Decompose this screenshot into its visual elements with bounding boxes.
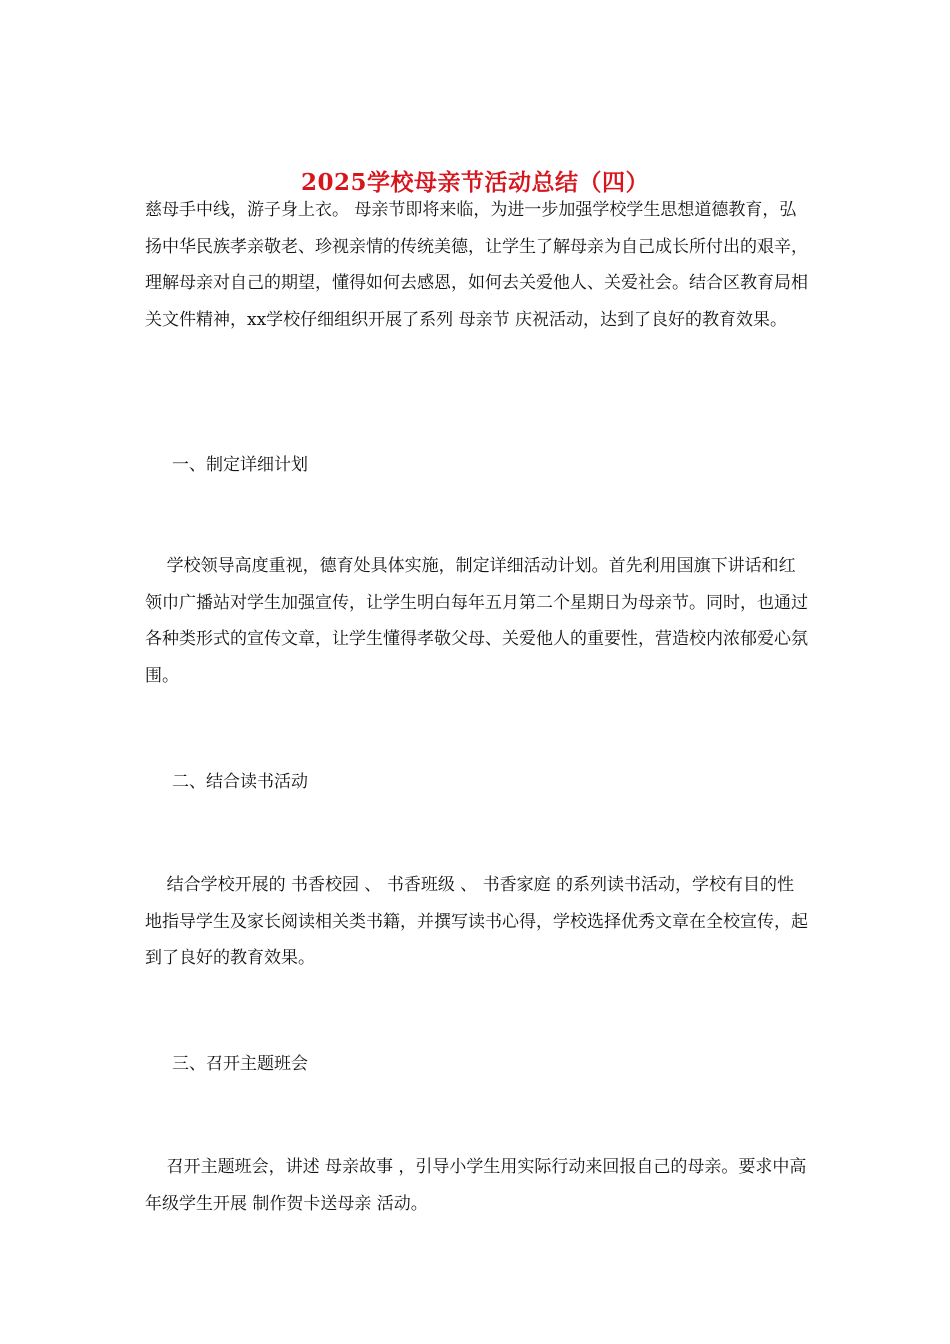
section-body-reading: 结合学校开展的 书香校园 、 书香班级 、 书香家庭 的系列读书活动，学校有目的性地指导学生及家长阅读相关类书籍，并撰写读书心得，学校选择优秀文章在全校宣传，起到了良好的教育效果。 [145,875,808,968]
section-body-plan: 学校领导高度重视，德育处具体实施，制定详细活动计划。首先利用国旗下讲话和红领巾广播站对学生加强宣传，让学生明白每年五月第二个星期日为母亲节。同时，也通过各种类形式的宣传文章，让学生懂得孝敬父母、关爱他人的重要性，营造校内浓郁爱心氛围。 [145,556,808,686]
section-heading-class-meeting: 三、召开主题班会 [172,1054,308,1074]
document-title: 2025学校母亲节活动总结（四） [300,169,649,197]
section-body-class-meeting: 召开主题班会，讲述 母亲故事 ，引导小学生用实际行动来回报自己的母亲。要求中高年级学生开展 制作贺卡送母亲 活动。 [145,1157,807,1214]
section-heading-plan: 一、制定详细计划 [172,455,308,475]
intro-paragraph: 慈母手中线，游子身上衣。 母亲节即将来临，为进一步加强学校学生思想道德教育，弘扬中华民族孝亲敬老、珍视亲情的传统美德，让学生了解母亲为自己成长所付出的艰辛，理解母亲对自己的期望，懂得如何去感恩，如何去关爱他人、关爱社会。结合区教育局相关文件精神，xx学校仔细组织开展了系列 母亲节 庆祝活动，达到了良好的教育效果。 [145,200,808,330]
section-heading-reading: 二、结合读书活动 [172,772,308,792]
